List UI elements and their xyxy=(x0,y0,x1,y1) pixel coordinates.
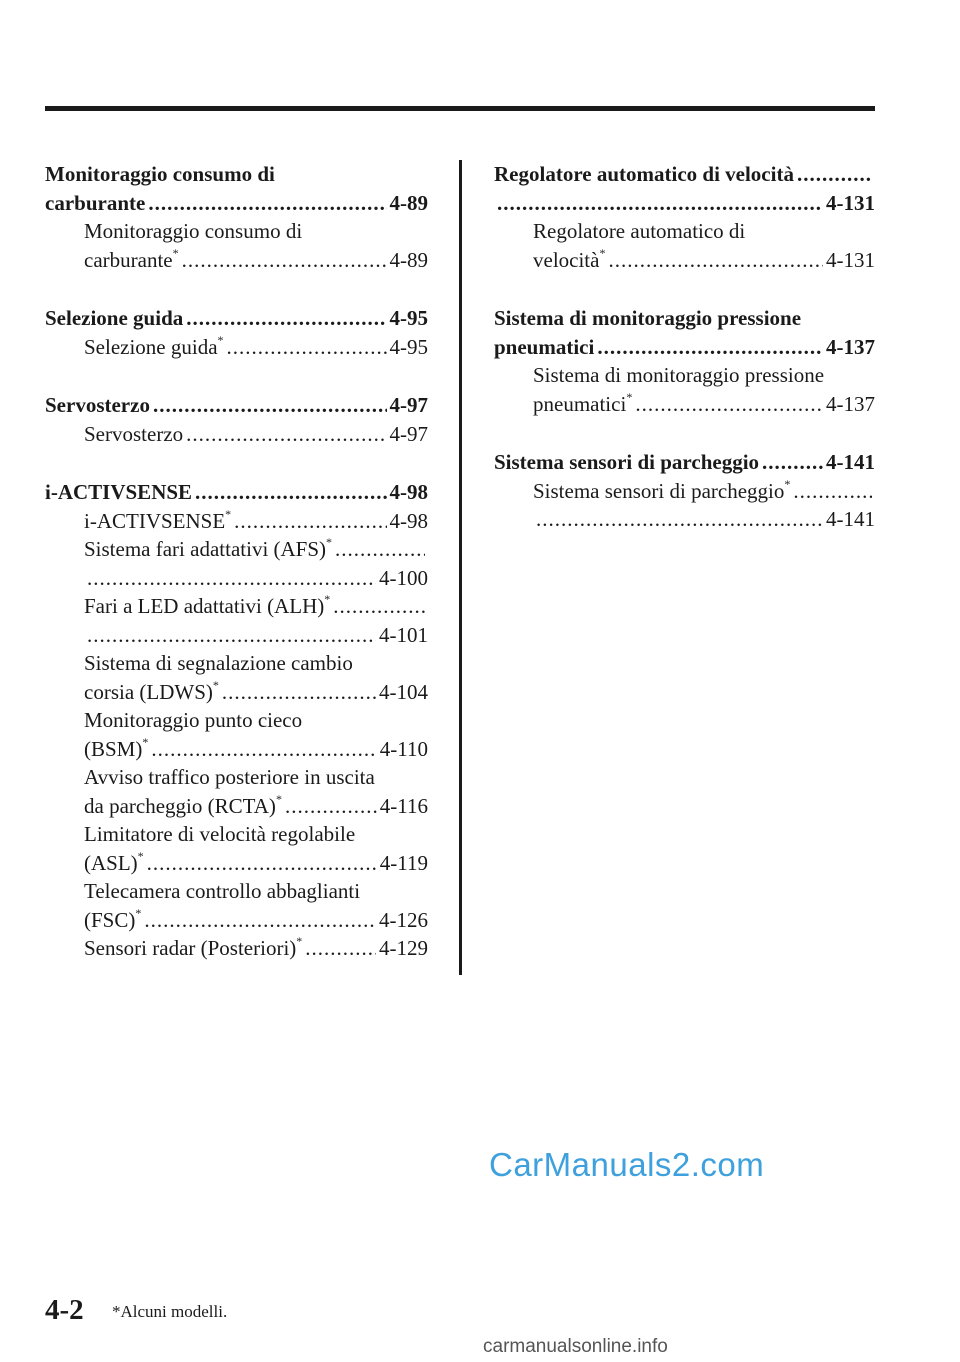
toc-title: Sistema sensori di parcheggio xyxy=(533,478,785,503)
toc-title: Monitoraggio punto cieco xyxy=(84,708,303,732)
toc-line-text xyxy=(45,304,183,333)
footnote-marker: * xyxy=(324,592,331,606)
dot-leader xyxy=(147,849,377,878)
toc-page-ref[interactable]: 4-95 xyxy=(389,334,428,359)
footnote-marker: * xyxy=(275,791,282,806)
toc-line xyxy=(45,934,428,963)
dot-leader xyxy=(234,507,386,536)
toc-title: Selezione guida xyxy=(45,306,184,330)
dot-leader xyxy=(144,906,376,935)
toc-title: Limitatore di velocità regolabile xyxy=(84,822,356,846)
toc-title: Sistema fari adattativi (AFS) xyxy=(84,537,327,561)
top-rule xyxy=(45,106,875,111)
toc-line-text xyxy=(84,706,302,735)
toc-page-ref[interactable]: 4-137 xyxy=(826,391,875,416)
toc-title: Sistema di monitoraggio pressione xyxy=(533,363,825,387)
toc-page-ref[interactable]: 4-104 xyxy=(379,679,428,704)
footnote-marker: * xyxy=(142,734,149,749)
column-divider xyxy=(459,160,462,975)
toc-page-ref[interactable]: 4-89 xyxy=(389,190,428,215)
toc-line xyxy=(494,160,875,189)
toc-line-text xyxy=(84,592,330,621)
dot-leader xyxy=(148,189,386,218)
toc-title: pneumatici xyxy=(494,334,595,359)
toc-line-text xyxy=(533,361,824,390)
toc-title: Regolatore automatico di velocità xyxy=(494,162,794,186)
dot-leader xyxy=(333,592,425,621)
toc-line-text xyxy=(84,420,183,449)
dot-leader xyxy=(195,478,386,507)
toc-section-heading[interactable] xyxy=(494,304,875,361)
dot-leader xyxy=(635,390,823,419)
toc-line xyxy=(45,621,428,650)
toc-line xyxy=(45,535,428,564)
toc-page-ref[interactable]: 4-97 xyxy=(389,421,428,446)
toc-line-text xyxy=(533,477,790,506)
toc-section-heading[interactable] xyxy=(494,448,875,477)
toc-line xyxy=(494,189,875,218)
toc-title: (FSC) xyxy=(84,907,136,932)
toc-page-ref[interactable]: 4-141 xyxy=(826,507,875,531)
toc-line xyxy=(45,333,428,362)
toc-entry[interactable] xyxy=(45,706,428,763)
toc-line xyxy=(45,820,428,849)
toc-line-text xyxy=(84,535,332,564)
toc-entry[interactable] xyxy=(45,420,428,449)
toc-line xyxy=(45,478,428,507)
dot-leader xyxy=(497,189,823,218)
toc-section-heading[interactable] xyxy=(494,160,875,217)
page-number: 4-2 xyxy=(45,1294,84,1326)
footnote-marker: * xyxy=(326,535,333,549)
toc-title: da parcheggio (RCTA) xyxy=(84,793,276,818)
footnote-marker: * xyxy=(135,905,142,920)
footnote-marker: * xyxy=(212,677,219,692)
toc-line-text xyxy=(84,678,219,707)
toc-page-ref[interactable]: 4-95 xyxy=(389,306,428,330)
toc-line xyxy=(45,391,428,420)
toc-title: (BSM) xyxy=(84,736,143,761)
toc-line-text xyxy=(84,735,148,764)
toc-line-text xyxy=(533,390,632,419)
toc-entry[interactable] xyxy=(45,763,428,820)
toc-title: velocità xyxy=(533,247,600,272)
toc-entry[interactable] xyxy=(45,507,428,536)
toc-line xyxy=(45,706,428,735)
toc-column-left xyxy=(45,160,428,993)
toc-line xyxy=(494,304,875,333)
toc-line-text xyxy=(45,160,275,189)
toc-title: Monitoraggio consumo di xyxy=(45,162,275,186)
footnote-marker: * xyxy=(626,389,633,404)
dot-leader xyxy=(536,505,823,534)
toc-title: Sensori radar (Posteriori) xyxy=(84,936,297,960)
toc-line xyxy=(45,507,428,536)
toc-line-text xyxy=(84,877,360,906)
toc-line xyxy=(45,763,428,792)
footnote-marker: * xyxy=(217,332,224,347)
footnote-marker: * xyxy=(784,476,791,491)
toc-entry[interactable] xyxy=(45,592,428,649)
toc-line-text xyxy=(494,448,759,477)
toc-line-text xyxy=(84,507,231,536)
toc-entry[interactable] xyxy=(45,934,428,963)
toc-line xyxy=(494,505,875,534)
toc-line xyxy=(45,906,428,935)
toc-title: (ASL) xyxy=(84,850,138,875)
toc-page-ref[interactable]: 4-131 xyxy=(826,190,875,215)
toc-page-ref[interactable]: 4-126 xyxy=(379,907,428,932)
dot-leader xyxy=(87,621,376,650)
toc-line xyxy=(45,649,428,678)
dot-leader xyxy=(182,246,387,275)
toc-line xyxy=(494,217,875,246)
dot-leader xyxy=(227,333,387,362)
toc-line xyxy=(45,735,428,764)
toc-entry[interactable] xyxy=(494,361,875,418)
toc-line xyxy=(494,246,875,275)
toc-title: Monitoraggio consumo di xyxy=(84,219,303,243)
toc-section-heading[interactable] xyxy=(45,160,428,217)
footnote-marker: * xyxy=(172,245,179,260)
toc-line-text xyxy=(84,934,302,963)
toc-line xyxy=(45,160,428,189)
toc-line xyxy=(45,304,428,333)
toc-line-text xyxy=(84,820,355,849)
footnote: *Alcuni modelli. xyxy=(112,1302,228,1321)
toc-entry[interactable] xyxy=(45,535,428,592)
footnote-marker: * xyxy=(599,245,606,260)
dot-leader xyxy=(153,391,387,420)
toc-page-ref[interactable]: 4-89 xyxy=(389,247,428,272)
dot-leader xyxy=(151,735,376,764)
toc-page-ref[interactable]: 4-110 xyxy=(379,736,428,761)
toc-line xyxy=(45,564,428,593)
toc-section xyxy=(45,304,428,361)
dot-leader xyxy=(285,792,377,821)
toc-line xyxy=(45,217,428,246)
toc-section xyxy=(494,448,875,534)
toc-line xyxy=(494,361,875,390)
dot-leader xyxy=(186,304,386,333)
toc-title: Regolatore automatico di xyxy=(533,219,746,243)
toc-line xyxy=(45,792,428,821)
toc-line-text xyxy=(84,649,353,678)
toc-page-ref[interactable]: 4-141 xyxy=(826,450,875,474)
toc-entry[interactable] xyxy=(45,649,428,706)
toc-entry[interactable] xyxy=(45,217,428,274)
toc-section xyxy=(45,478,428,963)
toc-page-ref[interactable]: 4-116 xyxy=(379,793,428,818)
toc-title: Sistema di segnalazione cambio xyxy=(84,651,353,675)
toc-line-text xyxy=(84,763,375,792)
toc-page-ref[interactable]: 4-98 xyxy=(389,480,428,504)
toc-page-ref[interactable]: 4-129 xyxy=(379,936,428,960)
toc-page-ref[interactable]: 4-98 xyxy=(389,508,428,533)
toc-title: corsia (LDWS) xyxy=(84,679,213,704)
toc-line xyxy=(45,246,428,275)
footnote-marker: * xyxy=(137,848,144,863)
toc-entry[interactable] xyxy=(45,877,428,934)
dot-leader xyxy=(597,333,823,362)
footnote-marker: * xyxy=(225,506,232,521)
toc-page-ref[interactable]: 4-97 xyxy=(389,393,428,417)
toc-title: i-ACTIVSENSE xyxy=(84,508,226,533)
dot-leader xyxy=(793,477,872,506)
toc-line-text xyxy=(494,160,794,189)
toc-page-ref[interactable]: 4-100 xyxy=(379,565,428,590)
dot-leader xyxy=(87,564,376,593)
toc-line xyxy=(45,849,428,878)
toc-title: Selezione guida xyxy=(84,334,218,359)
dot-leader xyxy=(222,678,376,707)
toc-title: i-ACTIVSENSE xyxy=(45,480,193,504)
toc-line-text xyxy=(84,849,144,878)
toc-line xyxy=(45,678,428,707)
toc-entry[interactable] xyxy=(494,477,875,534)
toc-line-text xyxy=(45,478,192,507)
toc-line xyxy=(494,448,875,477)
toc-line-text xyxy=(45,391,150,420)
toc-entry[interactable] xyxy=(494,217,875,274)
toc-line xyxy=(494,333,875,362)
toc-page-ref[interactable]: 4-137 xyxy=(826,334,875,359)
toc-title: Fari a LED adattativi (ALH) xyxy=(84,594,325,618)
toc-title: Avviso traffico posteriore in uscita xyxy=(84,765,375,789)
source-footer: carmanualsonline.info xyxy=(483,1336,668,1357)
toc-page-ref[interactable]: 4-101 xyxy=(379,622,428,647)
toc-line-text xyxy=(84,792,282,821)
toc-section-heading[interactable] xyxy=(45,478,428,507)
toc-title: pneumatici xyxy=(533,391,627,416)
toc-line-text xyxy=(84,906,141,935)
dot-leader xyxy=(305,934,376,963)
dot-leader xyxy=(608,246,823,275)
toc-line-text xyxy=(494,304,801,333)
dot-leader xyxy=(797,160,872,189)
footnote-marker: * xyxy=(296,934,303,948)
toc-section xyxy=(45,160,428,274)
toc-section xyxy=(45,391,428,448)
toc-line-text xyxy=(533,217,745,246)
toc-title: Sistema sensori di parcheggio xyxy=(494,450,760,474)
watermark-logo: CarManuals2.com xyxy=(489,1146,765,1183)
toc-entry[interactable] xyxy=(45,820,428,877)
toc-title: Sistema di monitoraggio pressione xyxy=(494,306,802,330)
toc-line xyxy=(45,189,428,218)
toc-line-text xyxy=(494,333,594,362)
toc-title: Servosterzo xyxy=(45,393,150,417)
toc-line-text xyxy=(45,189,145,218)
toc-page-ref[interactable]: 4-131 xyxy=(826,247,875,272)
toc-line-text xyxy=(84,246,179,275)
toc-entry[interactable] xyxy=(45,333,428,362)
toc-line xyxy=(45,420,428,449)
dot-leader xyxy=(186,420,386,449)
toc-line xyxy=(494,477,875,506)
toc-section-heading[interactable] xyxy=(45,391,428,420)
toc-title: carburante xyxy=(84,247,173,272)
toc-line-text xyxy=(84,333,224,362)
dot-leader xyxy=(762,448,823,477)
toc-line-text xyxy=(84,217,302,246)
toc-section xyxy=(494,160,875,274)
toc-column-right xyxy=(494,160,875,564)
toc-title: Telecamera controllo abbaglianti xyxy=(84,879,361,903)
toc-line xyxy=(45,877,428,906)
toc-line-text xyxy=(533,246,605,275)
toc-line xyxy=(494,390,875,419)
toc-line xyxy=(45,592,428,621)
toc-title: carburante xyxy=(45,190,146,215)
toc-page-ref[interactable]: 4-119 xyxy=(379,850,428,875)
toc-section xyxy=(494,304,875,418)
toc-title: Servosterzo xyxy=(84,421,184,446)
dot-leader xyxy=(335,535,425,564)
toc-section-heading[interactable] xyxy=(45,304,428,333)
